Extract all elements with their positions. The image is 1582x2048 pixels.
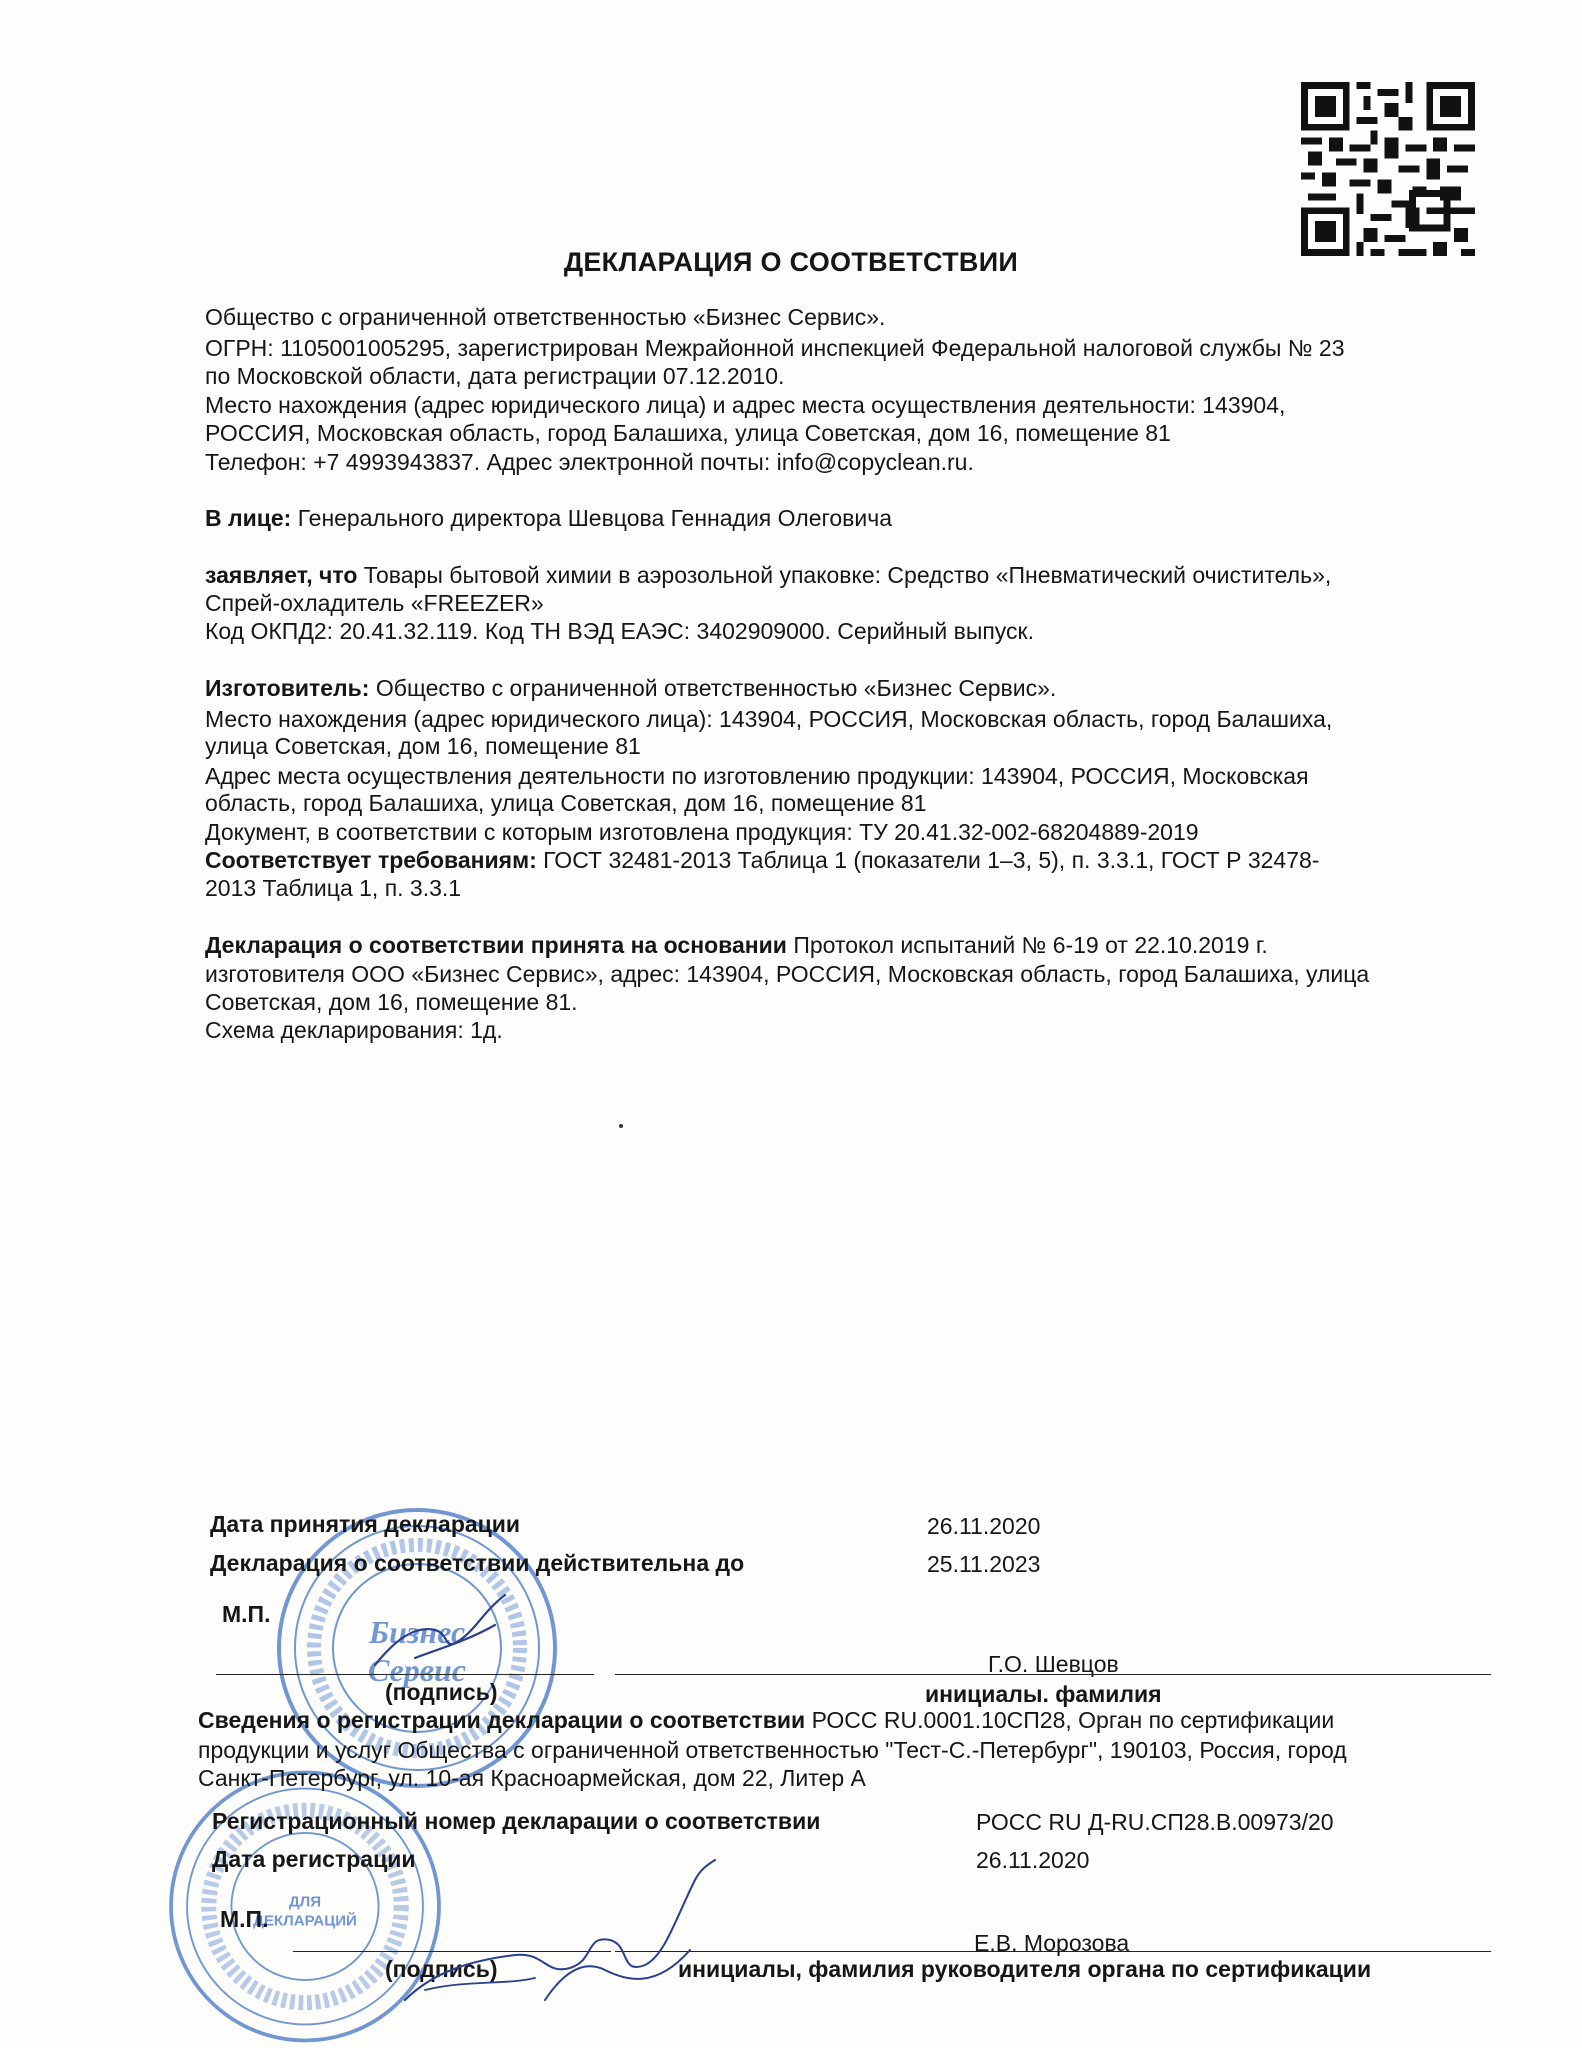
declares-label: заявляет, что xyxy=(205,562,358,588)
basis-text: Протокол испытаний № 6-19 от 22.10.2019 г. xyxy=(786,932,1268,958)
basis-line: изготовителя ООО «Бизнес Сервис», адрес: 143904, РОССИЯ, Московская область, город Балашиха, улица xyxy=(205,961,1370,987)
requirements-label: Соответствует требованиям: xyxy=(205,847,537,873)
manufacturer-label: Изготовитель: xyxy=(205,675,370,701)
applicant-line: РОССИЯ, Московская область, город Балашиха, улица Советская, дом 16, помещение 81 xyxy=(205,420,1171,446)
basis-line xyxy=(205,931,1268,959)
manufacturer-line: Адрес места осуществления деятельности по изготовлению продукции: 143904, РОССИЯ, Московская xyxy=(205,763,1309,789)
registration-number-value: РОСС RU Д-RU.СП28.В.00973/20 xyxy=(976,1809,1334,1835)
applicant-line: Место нахождения (адрес юридического лица) и адрес места осуществления деятельности: 143904, xyxy=(205,392,1286,418)
signature-caption: (подпись) xyxy=(385,1679,498,1705)
basis-label: Декларация о соответствии принята на основании xyxy=(205,932,787,958)
signatory-name: Г.О. Шевцов xyxy=(988,1651,1119,1677)
head-signature-icon xyxy=(395,1850,725,2020)
signature-caption: (подпись) xyxy=(385,1956,498,1982)
adoption-date-value: 26.11.2020 xyxy=(927,1513,1041,1539)
representative-text: Генерального директора Шевцова Геннадия Олеговича xyxy=(291,505,893,531)
manufacturer-line: Документ, в соответствии с которым изготовлена продукция: ТУ 20.41.32-002-68204889-2019 xyxy=(205,819,1199,845)
valid-until-label: Декларация о соответствии действительна до xyxy=(210,1550,745,1576)
name-caption: инициалы, фамилия руководителя органа по сертификации xyxy=(678,1956,1372,1982)
director-signature-icon xyxy=(355,1570,525,1690)
requirements-line xyxy=(205,846,1319,874)
applicant-line: Общество с ограниченной ответственностью «Бизнес Сервис». xyxy=(205,304,886,330)
adoption-date-label: Дата принятия декларации xyxy=(210,1511,521,1537)
registration-info-line: продукции и услуг Общества с ограниченной ответственностью "Тест-С.-Петербург", 190103, Россия, город xyxy=(198,1737,1347,1763)
requirements-text: ГОСТ 32481-2013 Таблица 1 (показатели 1–3, 5), п. 3.3.1, ГОСТ Р 32478- xyxy=(536,847,1320,873)
mp-label: М.П. xyxy=(222,1601,271,1627)
manufacturer-line: область, город Балашиха, улица Советская, дом 16, помещение 81 xyxy=(205,790,927,816)
name-line xyxy=(615,1674,1491,1675)
declares-line: Спрей-охладитель «FREEZER» xyxy=(205,590,544,616)
declares-line: Код ОКПД2: 20.41.32.119. Код ТН ВЭД ЕАЭС: 3402909000. Серийный выпуск. xyxy=(205,618,1034,644)
manufacturer-line: Место нахождения (адрес юридического лица): 143904, РОССИЯ, Московская область, город Балашиха, xyxy=(205,706,1333,732)
valid-until-value: 25.11.2023 xyxy=(927,1551,1041,1577)
representative-line xyxy=(205,504,892,532)
document-title: ДЕКЛАРАЦИЯ О СООТВЕТСТВИИ xyxy=(563,247,1019,277)
manufacturer-text: Общество с ограниченной ответственностью «Бизнес Сервис». xyxy=(369,675,1057,701)
manufacturer-line xyxy=(205,674,1056,702)
scan-speck xyxy=(619,1124,623,1128)
head-name: Е.В. Морозова xyxy=(974,1930,1130,1956)
applicant-line: ОГРН: 1105001005295, зарегистрирован Межрайонной инспекцией Федеральной налоговой службы № 23 xyxy=(205,335,1345,361)
registration-info-line: Санкт-Петербург, ул. 10-ая Красноармейская, дом 22, Литер А xyxy=(198,1765,866,1791)
registration-info-text: РОСС RU.0001.10СП28, Орган по сертификации xyxy=(805,1707,1335,1733)
registration-date-label: Дата регистрации xyxy=(212,1846,416,1872)
representative-label: В лице: xyxy=(205,505,292,531)
declares-text: Товары бытовой химии в аэрозольной упаковке: Средство «Пневматический очиститель», xyxy=(357,562,1332,588)
applicant-line: Телефон: +7 4993943837. Адрес электронной почты: info@copyclean.ru. xyxy=(205,449,974,475)
scheme-line: Схема декларирования: 1д. xyxy=(205,1017,503,1043)
stamp2-center-line2: ДЕКЛАРАЦИЙ xyxy=(253,1912,357,1930)
stamp1-center-line2: Сервис xyxy=(367,1652,467,1688)
manufacturer-line: улица Советская, дом 16, помещение 81 xyxy=(205,733,641,759)
applicant-line: по Московской области, дата регистрации 07.12.2010. xyxy=(205,363,785,389)
basis-line: Советская, дом 16, помещение 81. xyxy=(205,989,578,1015)
qr-code-icon xyxy=(1301,82,1475,256)
declares-line xyxy=(205,561,1331,589)
registration-date-value: 26.11.2020 xyxy=(976,1847,1090,1873)
registration-info-line xyxy=(198,1706,1334,1734)
registration-number-label: Регистрационный номер декларации о соответствии xyxy=(212,1808,821,1834)
registration-info-label: Сведения о регистрации декларации о соответствии xyxy=(198,1707,806,1733)
name-caption: инициалы. фамилия xyxy=(925,1681,1162,1707)
stamp2-center-line1: ДЛЯ xyxy=(288,1893,322,1911)
mp-label: М.П. xyxy=(220,1906,269,1932)
requirements-line: 2013 Таблица 1, п. 3.3.1 xyxy=(205,875,462,901)
stamp1-center-line1: Бизнес xyxy=(368,1614,466,1650)
name-line xyxy=(615,1951,1491,1952)
